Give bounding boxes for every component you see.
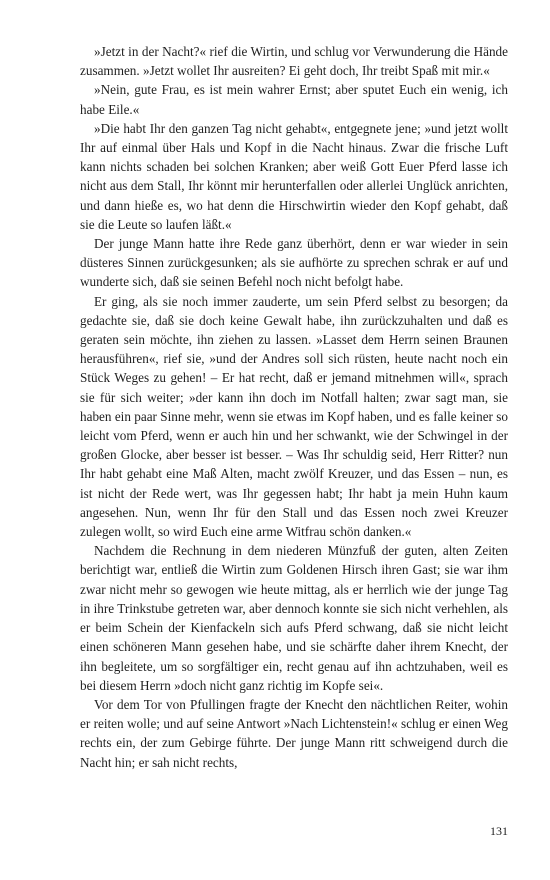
paragraph: »Jetzt in der Nacht?« rief die Wirtin, und schlug vor Verwunderung die Hände zusammen. »Jetzt wollet Ihr ausreiten? Ei geht doch, Ihr treibt Spaß mit mir.« bbox=[80, 44, 508, 79]
page-body bbox=[80, 42, 508, 772]
paragraph: Er ging, als sie noch immer zauderte, um sein Pferd selbst zu besorgen; da gedachte sie, daß sie doch keine Gewalt habe, ihn zurückzuhalten und daß es geraten sein möchte, ihn ziehen zu lassen. »Lasset dem Herrn seinen Braunen herausführen«, rief sie, »und der Andres soll sich rüsten, heute nacht noch ein Stück Weges zu gehen! – Er hat recht, daß er jemand mitnehmen will«, sprach sie für sich weiter; »der kann ihn doch im Notfall halten; zwar sagt man, sie haben ein paar Sinne mehr, wenn sie etwas im Kopf haben, und es falle keiner so leicht vom Pferd, wenn er auch hin und her schwankt, wie der Schwingel in der großen Glocke, aber besser ist besser. – Was Ihr schuldig seid, Herr Ritter? nun Ihr habt gehabt eine Maß Alten, macht zwölf Kreuzer, und das Essen – nun, es ist nicht der Rede wert, was Ihr gegessen habt; Ihr habt ja mein Huhn kaum angesehen. Nun, wenn Ihr für den Stall und das Essen noch zwei Kreuzer zulegen wollt, so wird Euch eine arme Witfrau schön danken.« bbox=[80, 293, 508, 540]
paragraph: Der junge Mann hatte ihre Rede ganz überhört, denn er war wieder in sein düsteres Sinnen zurückgesunken; als sie aufhörte zu sprechen schrak er auf und wunderte sich, daß sie seinen Befehl noch nicht befolgt habe. bbox=[80, 236, 508, 290]
paragraph: Nachdem die Rechnung in dem niederen Münzfuß der guten, alten Zeiten berichtigt war, entließ die Wirtin zum Goldenen Hirsch ihren Gast; sie war ihm zwar nicht mehr so gewogen wie heute mittag, als er herrlich wie der junge Tag in ihre Trinkstube getreten war, aber dennoch konnte sie sich nicht verhehlen, als er beim Schein der Kienfackeln sich aufs Pferd schwang, daß sie nicht leicht einen schöneren Mann gesehen habe, und sie schärfte daher ihrem Knecht, der ihn begleitete, um so sorgfältiger ein, recht genau auf ihn achtzuhaben, weil es bei diesem Herrn »doch nicht ganz richtig im Kopfe sei«. bbox=[80, 543, 508, 693]
paragraph: »Die habt Ihr den ganzen Tag nicht gehabt«, entgegnete jene; »und jetzt wollt Ihr auf einmal über Hals und Kopf in die Nacht hinaus. Zwar die frische Luft kann nichts schaden bei solchen Kranken; aber weiß Gott Euer Pferd lasse ich nicht aus dem Stall, Ihr könnt mir herunterfallen oder allerlei Unglück anrichten, und dann hieße es, wo hat denn die Hirschwirtin wieder den Kopf gehabt, daß sie die Leute so laufen läßt.« bbox=[80, 120, 508, 232]
paragraph: Vor dem Tor von Pfullingen fragte der Knecht den nächtlichen Reiter, wohin er reiten wolle; und auf seine Antwort »Nach Lichtenstein!« schlug er einen Weg rechts ein, der zum Gebirge führte. Der junge Mann ritt schweigend durch die Nacht hin; er sah nicht rechts, bbox=[80, 696, 508, 770]
page-number: 131 bbox=[490, 824, 508, 838]
paragraph: »Nein, gute Frau, es ist mein wahrer Ernst; aber sputet Euch ein wenig, ich habe Eile.« bbox=[80, 82, 508, 117]
